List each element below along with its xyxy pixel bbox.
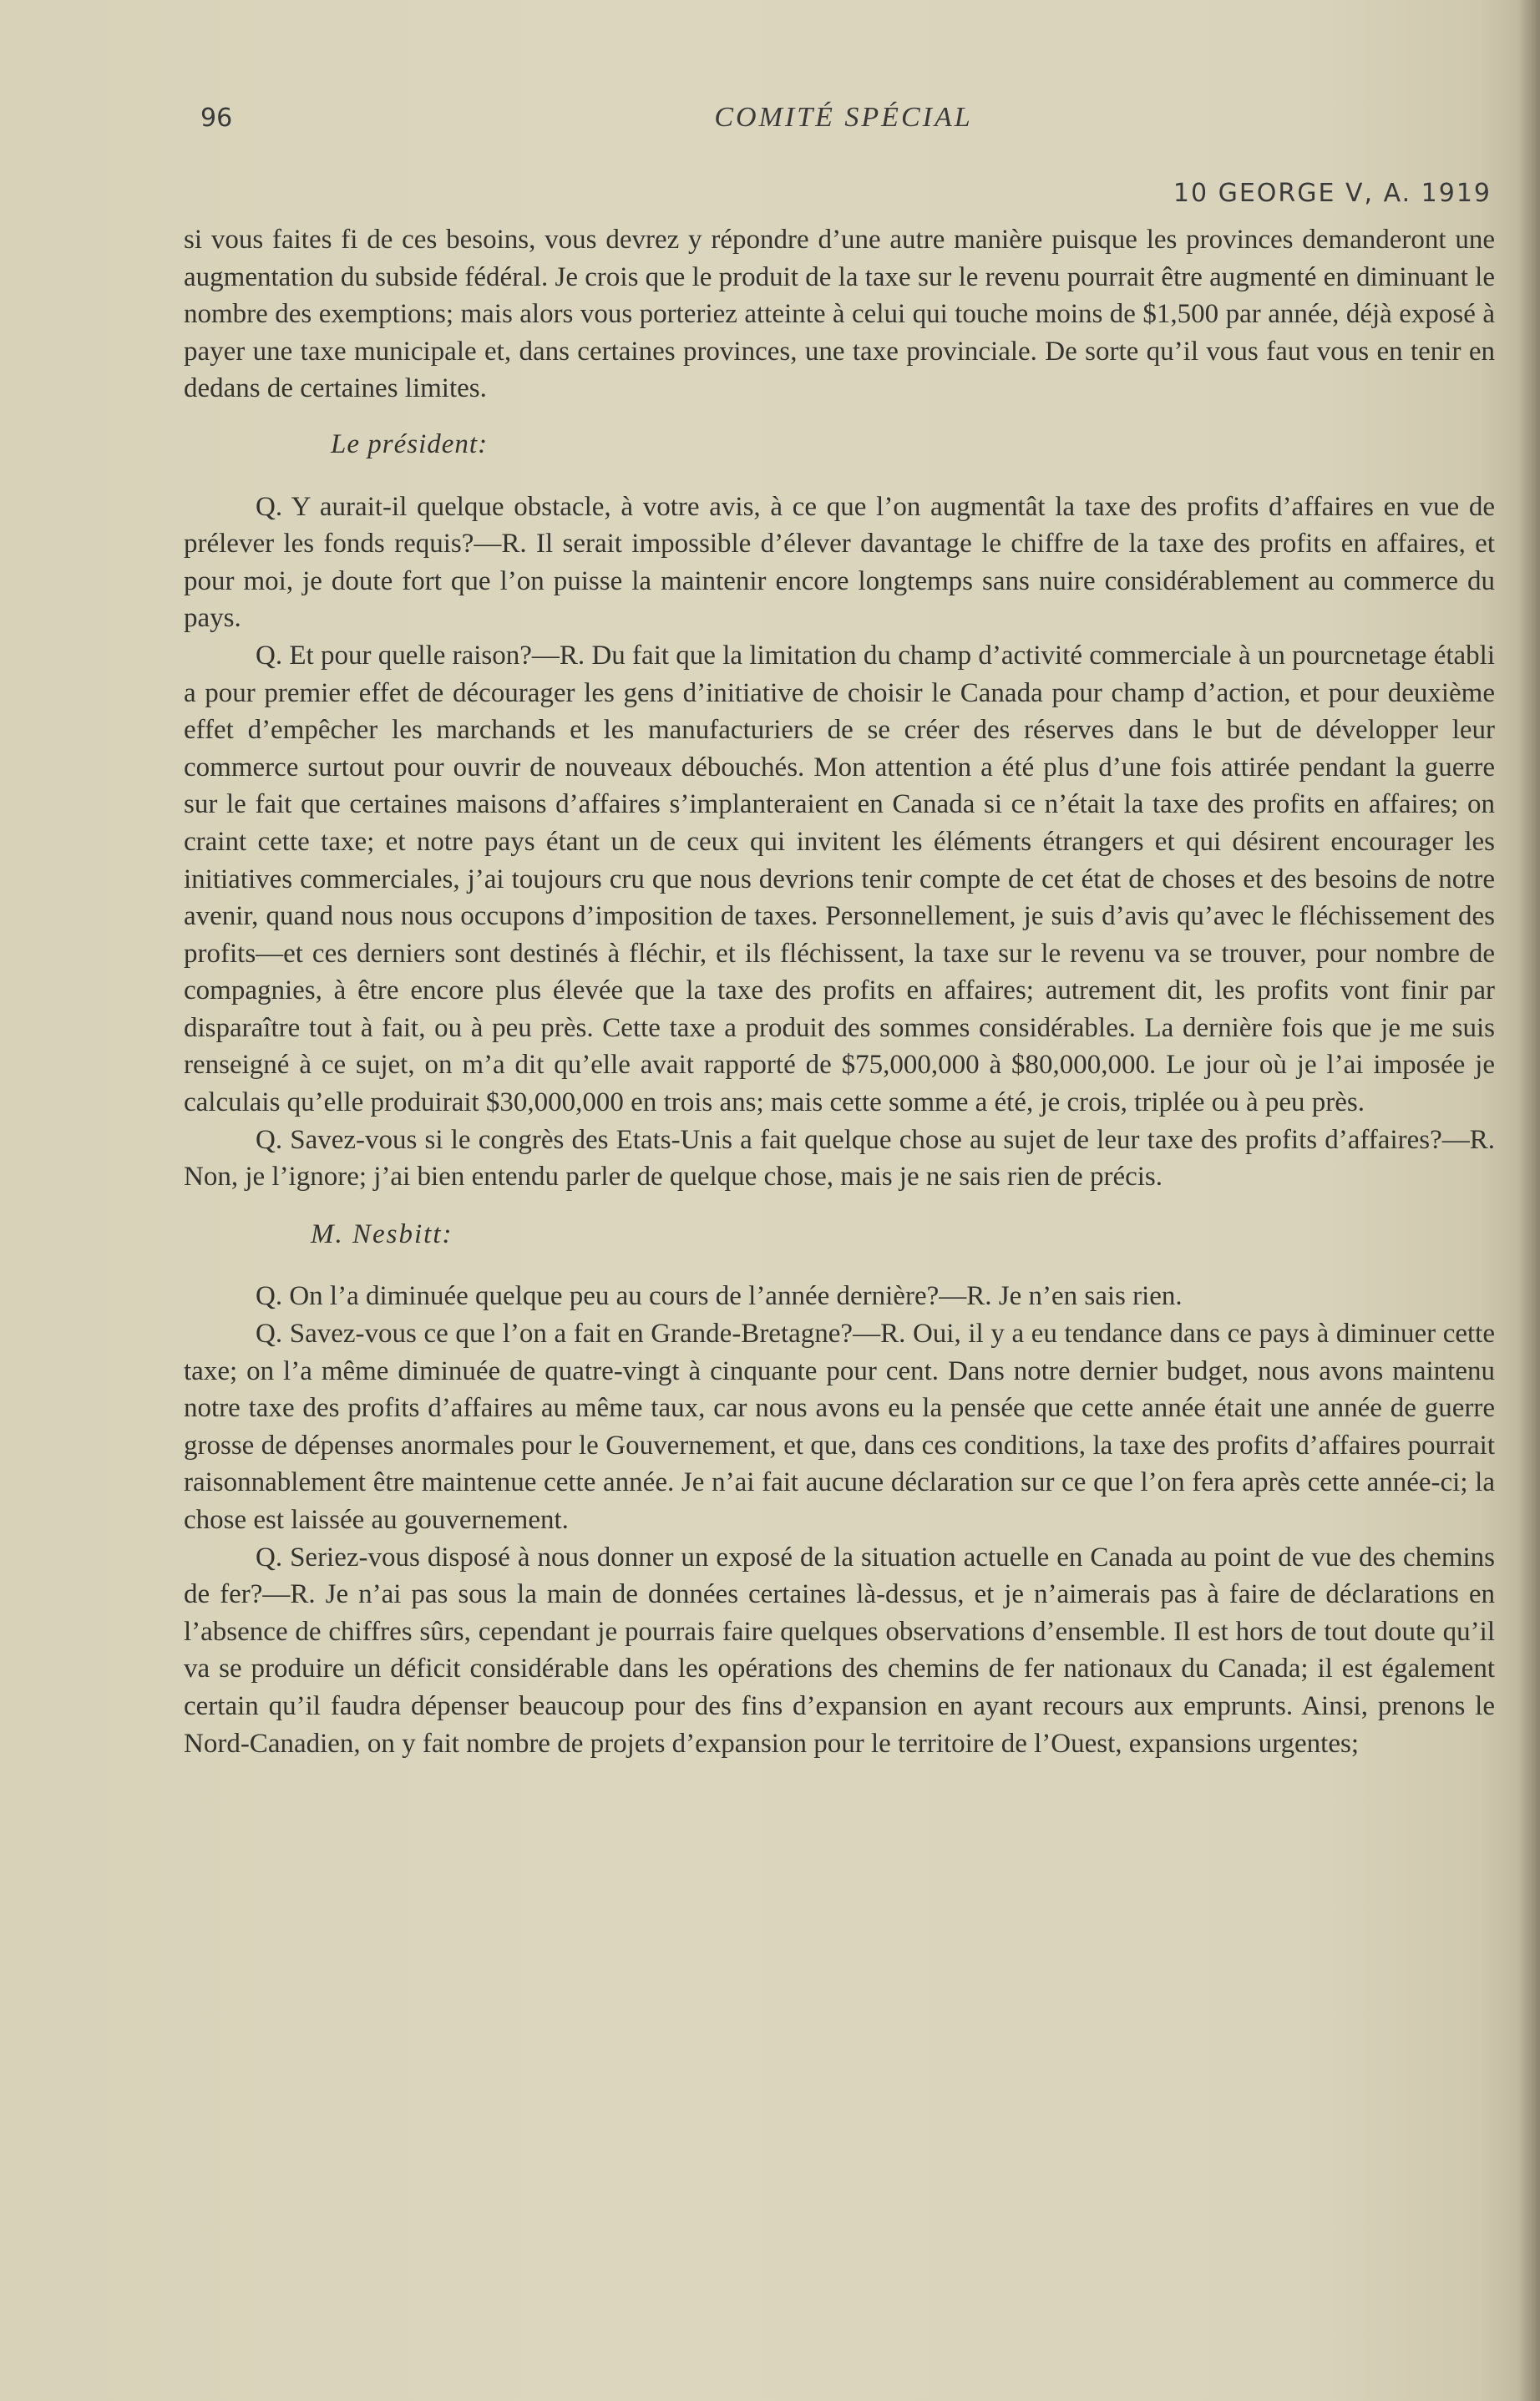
body-text — [184, 221, 1495, 1762]
page-header — [200, 99, 1487, 140]
paragraph: si vous faites fi de ces besoins, vous devrez y répondre d’une autre manière puisque les provinces demanderont une augmentation du subside fédéral. Je crois que le produit de la taxe sur le revenu pourrait être augmenté en diminuant le nombre des exemptions; mais alors vous porteriez atteinte à celui qui touche moins de $1,500 par année, déjà exposé à payer une taxe municipale et, dans certaines provinces, une taxe provinciale. De sorte qu’il vous faut vous en tenir en dedans de certaines limites. — [184, 225, 1495, 404]
speaker-heading: M. Nesbitt: — [311, 1218, 453, 1249]
paragraph: Q. Savez-vous si le congrès des Etats-Unis a fait quelque chose au sujet de leur taxe des profits d’affaires?—R. Non, je l’ignore; j’ai bien entendu parler de quelque chose, mais je ne sais rien de précis. — [184, 1124, 1495, 1193]
page-number: 96 — [200, 104, 233, 133]
paragraph: Q. On l’a diminuée quelque peu au cours de l’année dernière?—R. Je n’en sais rien. — [256, 1281, 1183, 1312]
paragraph: Q. Seriez-vous disposé à nous donner un exposé de la situation actuelle en Canada au point de vue des chemins de fer?—R. Je n’ai pas sous la main de données certaines là-dessus, et je n’aimerais pas à faire de déclarations en l’absence de chiffres sûrs, cependant je pourrais faire quelques observations d’ensemble. Il est hors de tout doute qu’il va se produire un déficit considérable dans les opérations des chemins de fer nationaux du Canada; il est également certain qu’il faudra dépenser beaucoup pour des fins d’expansion en ayant recours aux emprunts. Ainsi, prenons le Nord-Canadien, on y fait nombre de projets d’expansion pour le territoire de l’Ouest, expansions urgentes; — [184, 1542, 1495, 1759]
paragraph: Q. Y aurait-il quelque obstacle, à votre avis, à ce que l’on augmentât la taxe des profits d’affaires en vue de prélever les fonds requis?—R. Il serait impossible d’élever davantage le chiffre de la taxe des profits en affaires, et pour moi, je doute fort que l’on puisse la maintenir encore longtemps sans nuire considérablement au commerce du pays. — [184, 491, 1495, 634]
book-spine-shadow — [1518, 0, 1540, 2401]
paragraph: Q. Et pour quelle raison?—R. Du fait que la limitation du champ d’activité commerciale à un pourcnetage établi a pour premier effet de décourager les gens d’initiative de choisir le Canada pour champ d’action, et pour deuxième effet d’empêcher les marchands et les manufacturiers de se créer des réserves dans le but de développer leur commerce surtout pour ouvrir de nouveaux débouchés. Mon attention a été plus d’une fois attirée pendant la guerre sur le fait que certaines maisons d’affaires s’implanteraient en Canada si ce n’était la taxe des profits en affaires; on craint cette taxe; et notre pays étant un de ceux qui invitent les éléments étrangers et qui désirent encourager les initiatives commerciales, j’ai toujours cru que nous devrions tenir compte de cet état de choses et des besoins de notre avenir, quand nous nous occupons d’imposition de taxes. Personnellement, je suis d’avis qu’avec le fléchissement des profits—et ces derniers sont destinés à fléchir, et ils fléchissent, la taxe sur le revenu va se trouver, pour nombre de compagnies, à être encore plus élevée que la taxe des profits en affaires; autrement dit, les profits vont finir par disparaître tout à fait, ou à peu près. Cette taxe a produit des sommes considérables. La dernière fois que je me suis renseigné à ce sujet, on m’a dit qu’elle avait rapporté de $75,000,000 à $80,000,000. Le jour où je l’ai imposée je calculais qu’elle produirait $30,000,000 en trois ans; mais cette somme a été, je crois, triplée ou à peu près. — [184, 640, 1495, 1118]
paragraph: Q. Savez-vous ce que l’on a fait en Grande-Bretagne?—R. Oui, il y a eu tendance dans ce pays à diminuer cette taxe; on l’a même diminuée de quatre-vingt à cinquante pour cent. Dans notre dernier budget, nous avons maintenu notre taxe des profits d’affaires au même taux, car nous avons eu la pensée que cette année était une année de guerre grosse de dépenses anormales pour le Gouvernement, et que, dans ces conditions, la taxe des profits d’affaires pourrait raisonnablement être maintenue cette année. Je n’ai fait aucune déclaration sur ce que l’on fera après cette année-ci; la chose est laissée au gouvernement. — [184, 1319, 1495, 1535]
running-title: COMITÉ SPÉCIAL — [714, 102, 973, 133]
session-reference: 10 GEORGE V, A. 1919 — [1173, 179, 1492, 208]
speaker-heading: Le président: — [331, 428, 489, 459]
